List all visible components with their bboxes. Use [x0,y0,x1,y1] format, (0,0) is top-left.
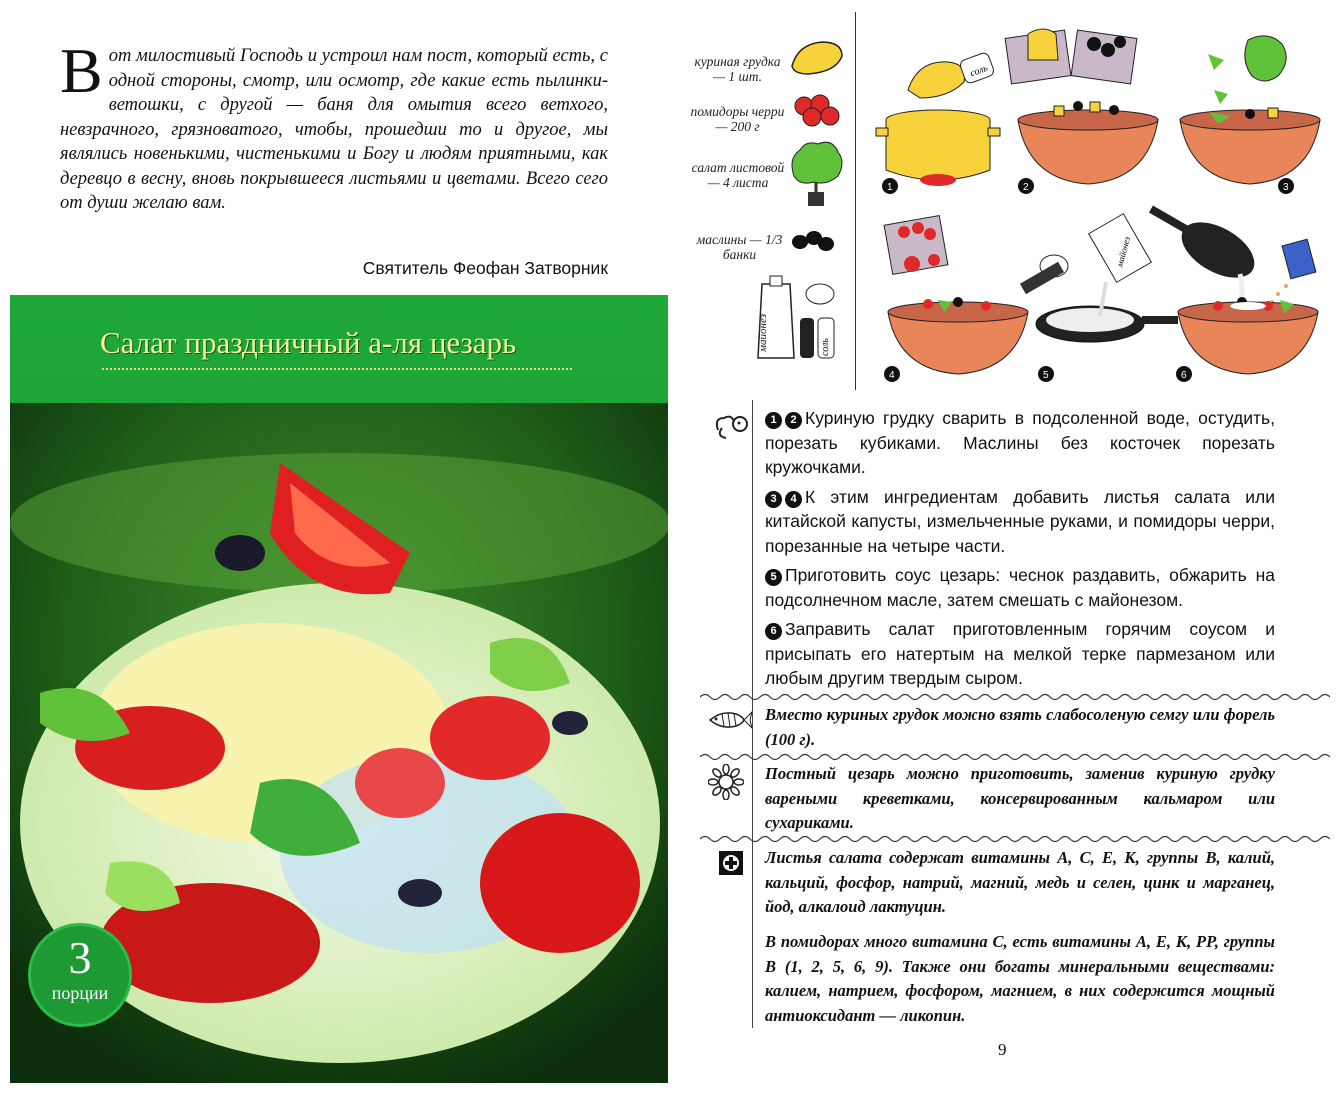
step-2-bowl-illustration [1005,29,1158,194]
instruction-step [765,406,1275,480]
step-5-mayonnaise-label: майонез [1114,235,1133,269]
instruction-step [765,485,1275,559]
epigraph-quote [60,35,608,216]
olives-icon [790,228,836,254]
cherry-tomato-icon [792,92,844,128]
title-underline [102,368,572,370]
instruction-step [765,563,1275,612]
step-3-bowl-illustration [1180,36,1320,194]
step-bullet: 6 [765,623,782,640]
step-bullet: 1 [765,412,782,429]
ingredients-divider [855,12,856,390]
ingredient-label: салат листовой — 4 листа [691,160,785,190]
step-1-pot-illustration [876,52,1000,194]
wave-divider [700,752,1330,762]
step-1-salt-label: соль [968,62,990,80]
instruction-text: Приготовить соус цезарь: чеснок раздавить, обжарить на подсолнечном масле, затем смешать с майонезом. [765,565,1275,610]
salt-label: соль [820,338,831,356]
wave-divider [700,834,1330,844]
step-3-number: 3 [1283,182,1289,193]
mayonnaise-label: майонез [757,313,769,352]
ingredient-olives [692,232,787,262]
step-4-number: 4 [889,370,895,381]
step-bullet: 5 [765,569,782,586]
ingredient-lettuce [688,160,788,190]
servings-badge [28,923,132,1027]
servings-number: 3 [68,932,92,983]
drop-cap: В [60,35,103,106]
step-bullet: 2 [785,412,802,429]
step-bullet: 3 [765,491,782,508]
instructions [765,406,1275,696]
ingredient-label: маслины — 1/3 банки [696,232,783,262]
step-5-number: 5 [1043,370,1049,381]
chicken-breast-icon [788,38,846,78]
sun-flower-icon [708,764,744,800]
ingredient-label: помидоры черри — 200 г [690,104,785,134]
instructions-margin-rule [752,400,753,1028]
step-bullet: 4 [785,491,802,508]
lettuce-nutrition-note: Листья салата содержат витамины А, С, Е, К, группы В, калий, кальций, фосфор, натрий, магний, медь и селен, цинк и марганец, йод, алкалоид лактуцин. [765,848,1275,916]
ingredient-label: куриная грудка — 1 шт. [694,54,781,84]
ingredient-tomatoes [690,104,785,134]
wave-divider [700,692,1330,702]
chef-icon [712,412,750,442]
instruction-step [765,617,1275,691]
step-2-number: 2 [1023,182,1029,193]
page-number: 9 [998,1040,1007,1059]
recipe-photo-card [10,295,668,1083]
fish-substitution-note: Вместо куриных грудок можно взять слабосоленую семгу или форель (100 г). [765,705,1275,749]
lettuce-icon [786,138,846,210]
step-4-bowl-illustration [884,216,1028,382]
quote-author: Святитель Феофан Затворник [362,258,608,278]
step-1-number: 1 [887,182,893,193]
instruction-text: Куриную грудку сварить в подсоленной воде, остудить, порезать кубиками. Маслины без косточек порезать кружочками. [765,408,1275,477]
instruction-text: К этим ингредиентам добавить листья салата или китайской капусты, измельченные руками, и помидоры черри, порезанные на четыре части. [765,486,1275,556]
quote-text: от милостивый Господь и устроил нам пост, который есть, с одной стороны, смотр, или осмотр, где какие есть пылинки-ветошки, с другой — баня для омытия всего ветхого, невзрачного, грязноватого, чтобы, прошедши то и другое, мы являлись новенькими, чистенькими и Богу и людям приятными, как деревцо в весну, вновь покрывшееся листьями и цветами. Всего сего от души желаю вам. [60,46,608,213]
ingredient-chicken [690,54,785,84]
instruction-text: Заправить салат приготовленным горячим соусом и присыпать его натертым на мелкой терке пармезаном или любым другим твердым сыром. [765,619,1275,688]
servings-label: порции [51,983,109,1003]
step-5-pan-illustration [1020,214,1178,382]
health-plus-icon [718,850,744,876]
step-6-bowl-illustration [1149,206,1318,382]
lenten-note: Постный цезарь можно приготовить, заменив куриную грудку вареными креветками, консервированным кальмаром или сухариками. [765,764,1275,832]
tomato-nutrition-note: В помидорах много витамина С, есть витамины А, Е, К, РР, группы В (1, 2, 5, 6, 9). Также они богаты минеральными веществами: калием, натрием, фосфором, магнием, в них содержится мощный антиоксидант — ликопин. [765,932,1275,1025]
step-6-number: 6 [1181,370,1187,381]
step-illustrations [868,20,1328,390]
fish-icon [706,708,752,732]
recipe-title: Салат праздничный а-ля цезарь [100,325,517,360]
